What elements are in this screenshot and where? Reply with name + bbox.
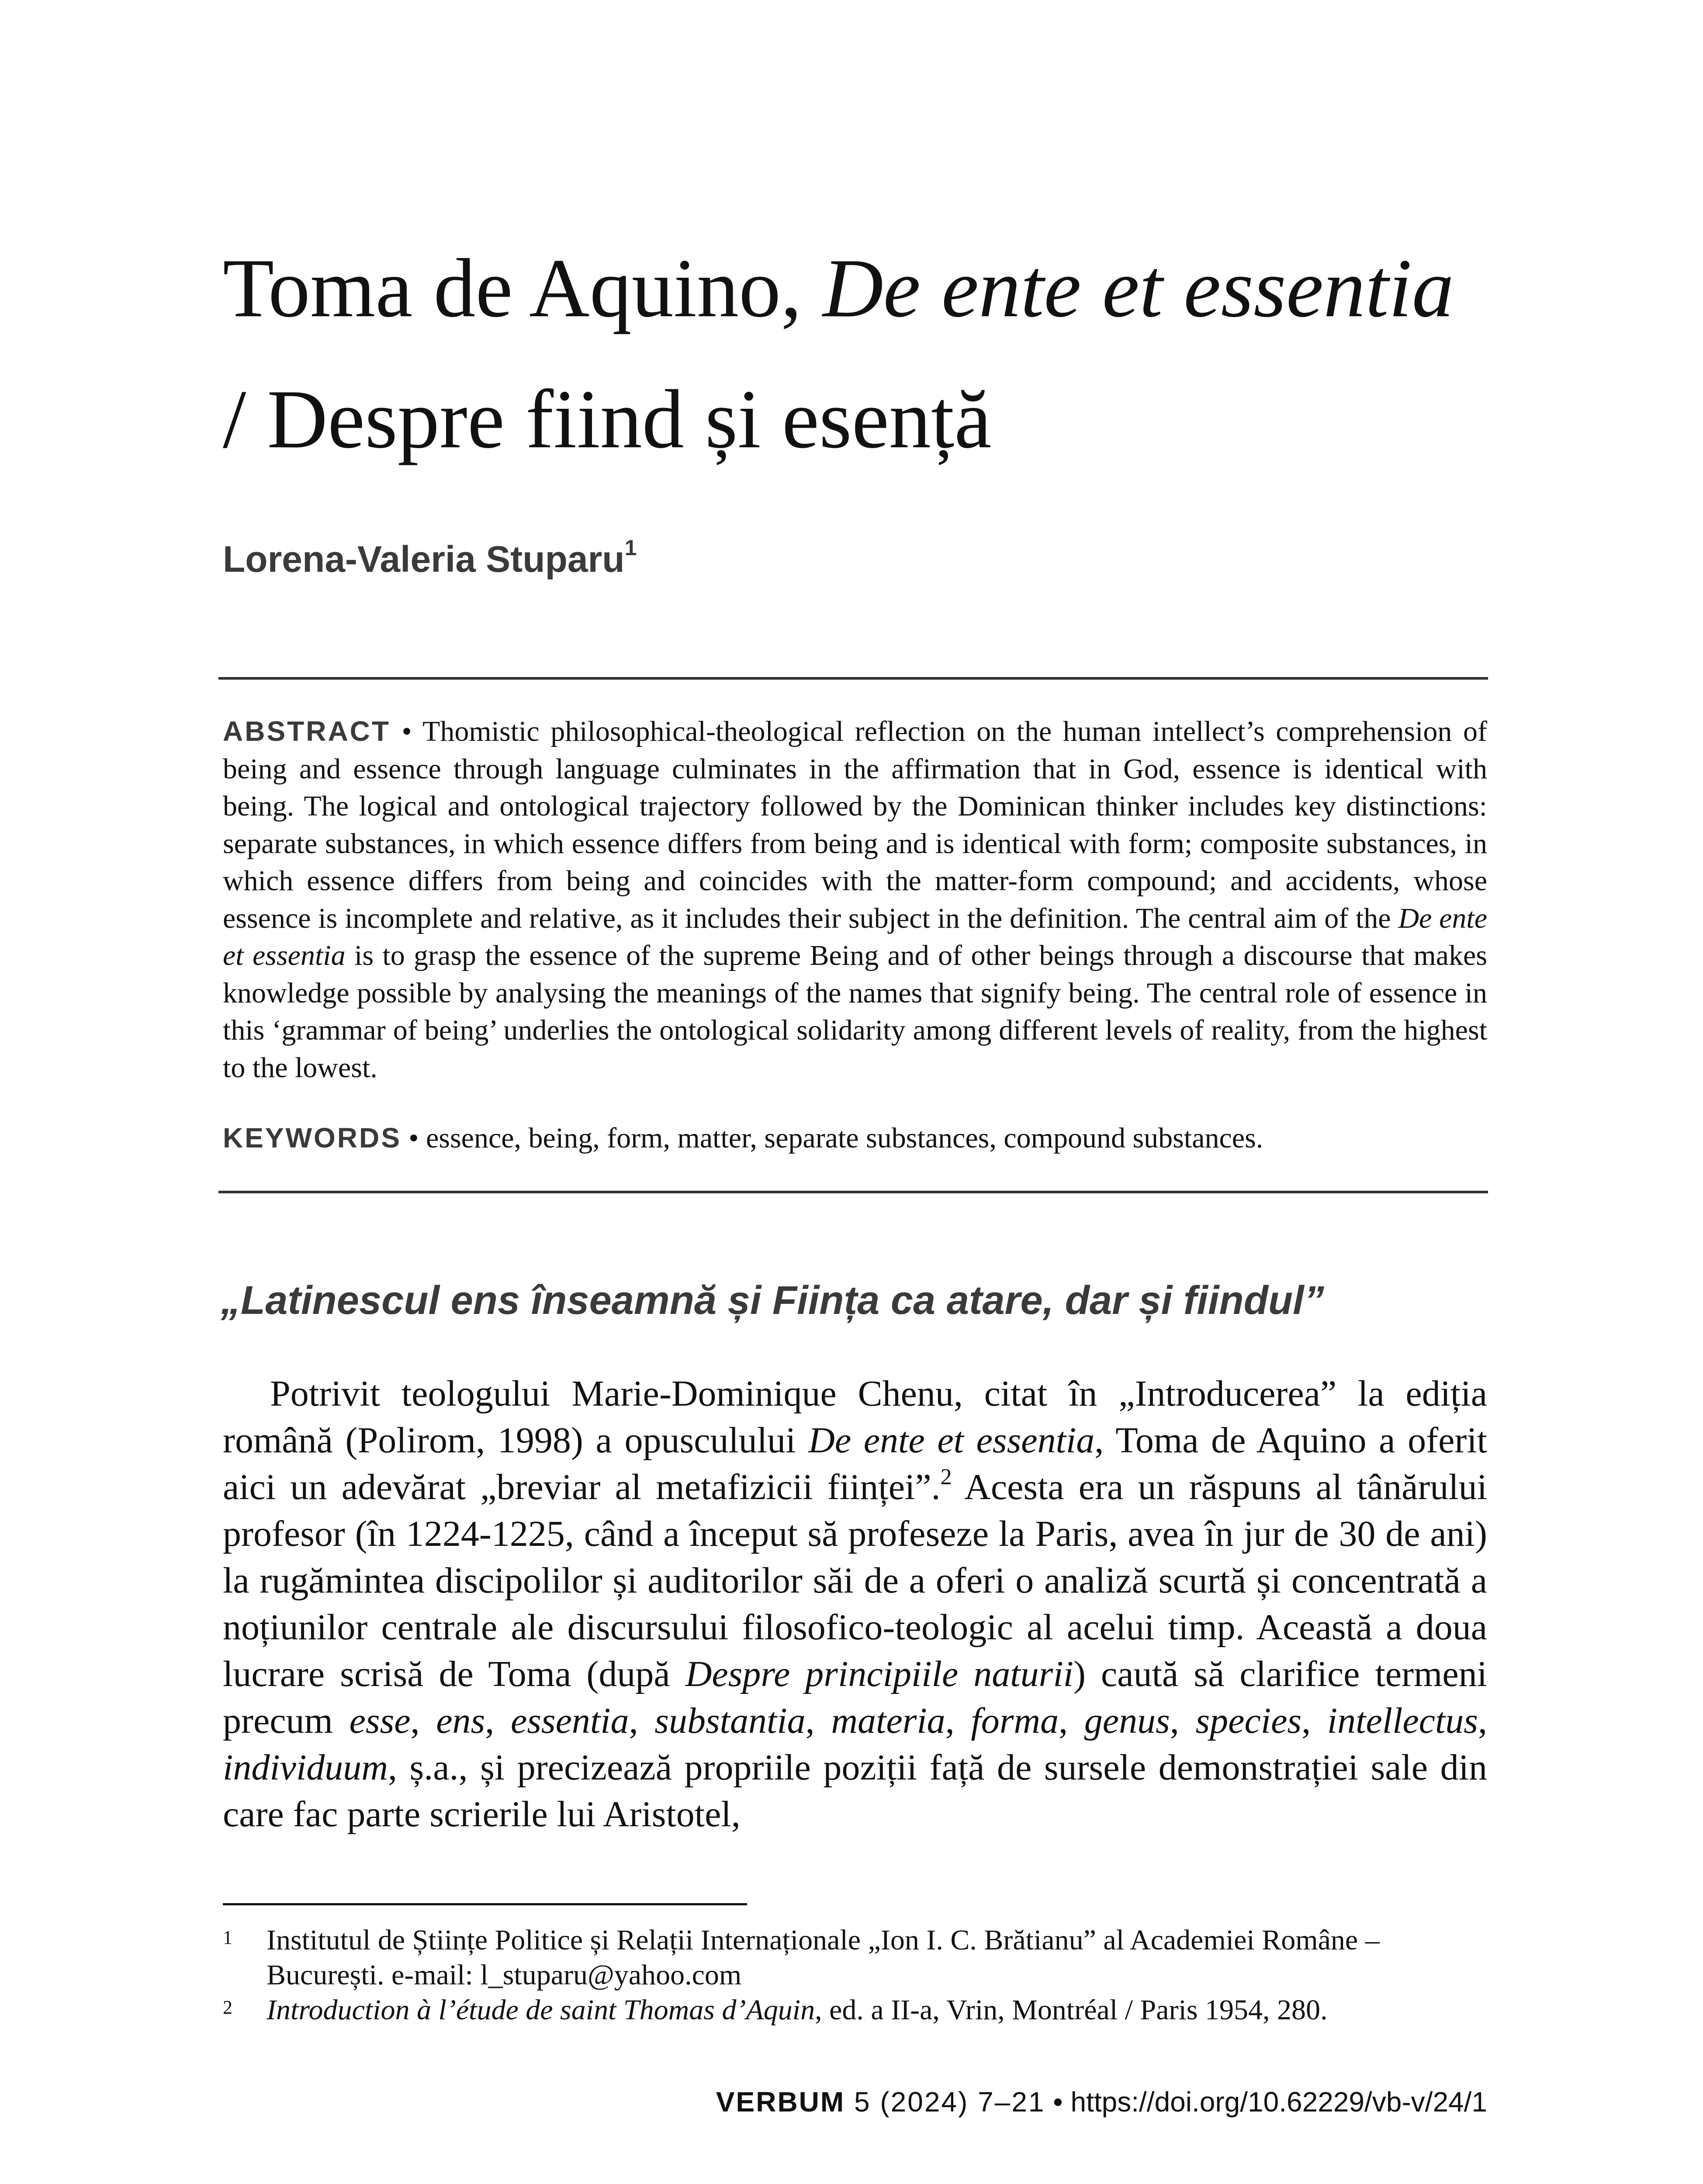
body-text: ,: [805, 1700, 831, 1741]
section-heading: „Latinescul ens înseamnă și Ființa ca atare, dar și fiindul”: [221, 1278, 1324, 1323]
footer-separator: •: [1045, 2086, 1071, 2118]
body-text: ,: [410, 1700, 436, 1741]
footnote-text: Institutul de Științe Politice și Relații Internaționale „Ion I. C. Brătianu” al Academiei Române – București. e-mail: l_stuparu@yahoo.com: [267, 1924, 1380, 1991]
footnote-2: [223, 1993, 1487, 2028]
body-italic: intellectus: [1327, 1700, 1478, 1741]
footnote-italic: Introduction à l’étude de saint Thomas d’Aquin: [267, 1994, 815, 2026]
abstract-text-1: Thomistic philosophical-theological reflection on the human intellect’s comprehension of being and essence through language culminates in the affirmation that in God, essence is identical with being. The logical and ontological trajectory followed by the Dominican thinker includes key distinctions: separate substances, in which essence differs from being and is identical with form; composite substances, in which essence differs from being and coincides with the matter-form compound; and accidents, whose essence is incomplete and relative, as it includes their subject in the definition. The central aim of the: [223, 715, 1487, 934]
abstract: [223, 713, 1487, 1086]
body-italic: materia: [831, 1700, 945, 1741]
keywords: [223, 1120, 1487, 1156]
body-text: Acesta era un răspuns al tânărului profesor (în 1224-1225, când a început să profeseze la Paris, avea în jur de 30 de ani) la rugămintea discipolilor și auditorilor săi de a oferi o analiză scurtă și concentrată a noțiunilor centrale ale discursului filosofico-teologic al acelui timp. Această a doua lucrare scrisă de Toma (după: [223, 1467, 1487, 1694]
body-text: ,: [1170, 1700, 1196, 1741]
body-text: ,: [1301, 1700, 1327, 1741]
body-italic: essentia: [510, 1700, 629, 1741]
doi-link[interactable]: https://doi.org/10.62229/vb-v/24/1: [1070, 2086, 1487, 2118]
footnote-1: [223, 1923, 1487, 1993]
abstract-top-rule: [218, 677, 1488, 680]
footnote-ref-2[interactable]: 2: [940, 1465, 952, 1489]
abstract-separator: •: [390, 715, 423, 747]
body-italic: esse: [349, 1700, 411, 1741]
abstract-italic-title: De ente et essentia: [223, 902, 1487, 971]
body-text: ) caută să clarifice termeni precum: [223, 1654, 1487, 1741]
footnote-number: 2: [223, 1997, 232, 2018]
author-footnote-ref[interactable]: 1: [624, 536, 637, 560]
title-part-1: Toma de Aquino,: [223, 242, 823, 335]
journal-issue: 5 (2024) 7–21: [845, 2086, 1045, 2118]
body-text: , Toma de Aquino a oferit aici un adevărat „breviar al metafizicii ființei”.: [223, 1420, 1488, 1507]
author-byline: [223, 537, 1487, 581]
article-title: [223, 223, 1487, 485]
footnote-text: , ed. a II-a, Vrin, Montréal / Paris 1954, 280.: [815, 1994, 1328, 2026]
body-text: ,: [945, 1700, 971, 1741]
keywords-separator: •: [401, 1122, 426, 1154]
body-italic: species: [1195, 1700, 1302, 1741]
body-text: Potrivit teologului Marie-Dominique Chenu, citat în „Introducerea” la ediția română (Polirom, 1998) a opusculului: [223, 1373, 1487, 1461]
body-italic: De ente et essentia: [808, 1420, 1095, 1461]
body-italic: substantia: [654, 1700, 806, 1741]
keywords-text: essence, being, form, matter, separate substances, compound substances.: [426, 1122, 1263, 1154]
keywords-label: KEYWORDS: [223, 1122, 402, 1154]
body-italic: individuum: [223, 1747, 388, 1788]
journal-name: VERBUM: [716, 2086, 845, 2118]
body-text: ,: [485, 1700, 511, 1741]
body-italic: forma: [971, 1700, 1059, 1741]
body-italic: genus: [1084, 1700, 1170, 1741]
author-name: Lorena-Valeria Stuparu: [223, 539, 625, 580]
abstract-text-2: is to grasp the essence of the supreme Being and of other beings through a discourse that makes knowledge possible by analysing the meanings of the names that signify being. The central role of essence in this ‘grammar of being’ underlies the ontological solidarity among different levels of reality, from the highest to the lowest.: [223, 940, 1488, 1084]
title-part-3: / Despre fiind și esență: [223, 373, 992, 466]
title-part-2-italic: De ente et essentia: [823, 242, 1454, 335]
body-italic: ens: [436, 1700, 485, 1741]
page-footer: [223, 2084, 1487, 2119]
footnote-number: 1: [223, 1927, 232, 1948]
footnotes: [223, 1923, 1487, 2028]
body-paragraph: [223, 1370, 1487, 1838]
body-text: ,: [1059, 1700, 1084, 1741]
body-italic: Despre principiile naturii: [685, 1654, 1073, 1694]
body-text: ,: [629, 1700, 655, 1741]
body-text: ,: [1478, 1700, 1487, 1741]
body-text: , ș.a., și precizează propriile poziții față de sursele demonstrației sale din care fac parte scrierile lui Aristotel,: [223, 1747, 1487, 1835]
footnote-separator: [223, 1903, 747, 1905]
abstract-label: ABSTRACT: [223, 715, 391, 747]
abstract-bottom-rule: [218, 1191, 1488, 1193]
